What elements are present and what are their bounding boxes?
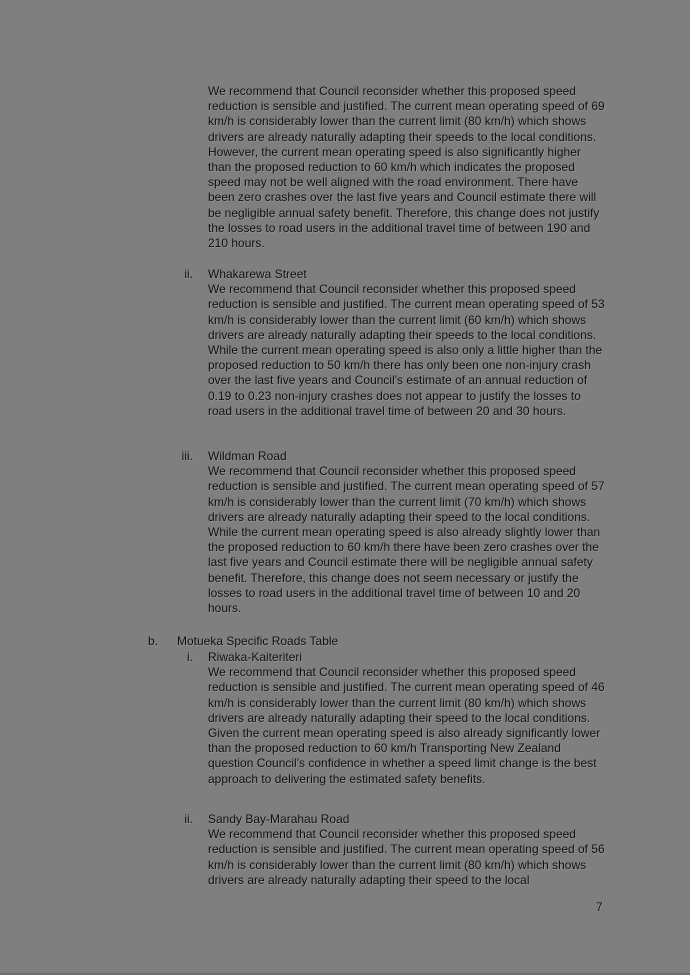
item-title: Sandy Bay-Marahau Road xyxy=(208,812,350,826)
item-numeral: ii. xyxy=(184,812,193,826)
item-body: We recommend that Council reconsider whether this proposed speed reduction is sensible and justified. The current mean operating speed of 56 km/h is considerably lower than the current limit (80 km/h) which shows drivers are already naturally adapting their speed to the local xyxy=(208,827,605,887)
item-title: Whakarewa Street xyxy=(208,267,307,281)
section-numeral: b. xyxy=(148,634,159,648)
section-title: Motueka Specific Roads Table xyxy=(177,634,339,648)
list-item-riwaka-kaiteriteri xyxy=(150,650,605,787)
item-title: Wildman Road xyxy=(208,449,287,463)
section-heading-motueka-specific-roads-table xyxy=(148,634,607,649)
list-item-whakarewa-street xyxy=(150,267,605,419)
item-body: We recommend that Council reconsider whether this proposed speed reduction is sensible and justified. The current mean operating speed of 53 km/h is considerably lower than the current limit (60 km/h) which shows drivers are already naturally adapting their speeds to the local conditions. While the current mean operating speed is also only a little higher than the proposed reduction to 50 km/h there has only been one non-injury crash over the last five years and Council's estimate of an annual reduction of 0.19 to 0.23 non-injury crashes does not appear to justify the losses to road users in the additional travel time of between 20 and 30 hours. xyxy=(208,282,605,418)
item-body: We recommend that Council reconsider whether this proposed speed reduction is sensible and justified. The current mean operating speed of 57 km/h is considerably lower than the current limit (70 km/h) which shows drivers are already naturally adapting their speed to the local conditions. While the current mean operating speed is also already slightly lower than the proposed reduction to 60 km/h there have been zero crashes over the last five years and Council estimate there will be negligible annual safety benefit. Therefore, this change does not seem necessary or justify the losses to road users in the additional travel time of between 10 and 20 hours. xyxy=(208,464,605,616)
item-numeral: iii. xyxy=(181,449,193,463)
item-numeral: i. xyxy=(187,650,193,664)
list-item-wildman-road xyxy=(150,449,605,616)
item-title: Riwaka-Kaiteriteri xyxy=(208,650,303,664)
list-item-sandy-bay-marahau-road xyxy=(150,812,605,888)
item-numeral: ii. xyxy=(184,267,193,281)
item-body: We recommend that Council reconsider whether this proposed speed reduction is sensible and justified. The current mean operating speed of 46 km/h is considerably lower than the current limit (80 km/h) which shows drivers are already naturally adapting their speed to the local conditions. Given the current mean operating speed is also already significantly lower than the proposed reduction to 60 km/h Transporting New Zealand question Council's confidence in whether a speed limit change is the best approach to delivering the estimated safety benefits. xyxy=(208,665,605,786)
page-number: 7 xyxy=(596,900,603,914)
continuation-paragraph: We recommend that Council reconsider whether this proposed speed reduction is sensible and justified. The current mean operating speed of 69 km/h is considerably lower than the current limit (80 km/h) which shows drivers are already naturally adapting their speeds to the local conditions. However, the current mean operating speed is also significantly higher than the proposed reduction to 60 km/h which indicates the proposed speed may not be well aligned with the road environment. There have been zero crashes over the last five years and Council estimate there will be negligible annual safety benefit. Therefore, this change does not justify the losses to road users in the additional travel time of between 190 and 210 hours. xyxy=(208,84,605,251)
